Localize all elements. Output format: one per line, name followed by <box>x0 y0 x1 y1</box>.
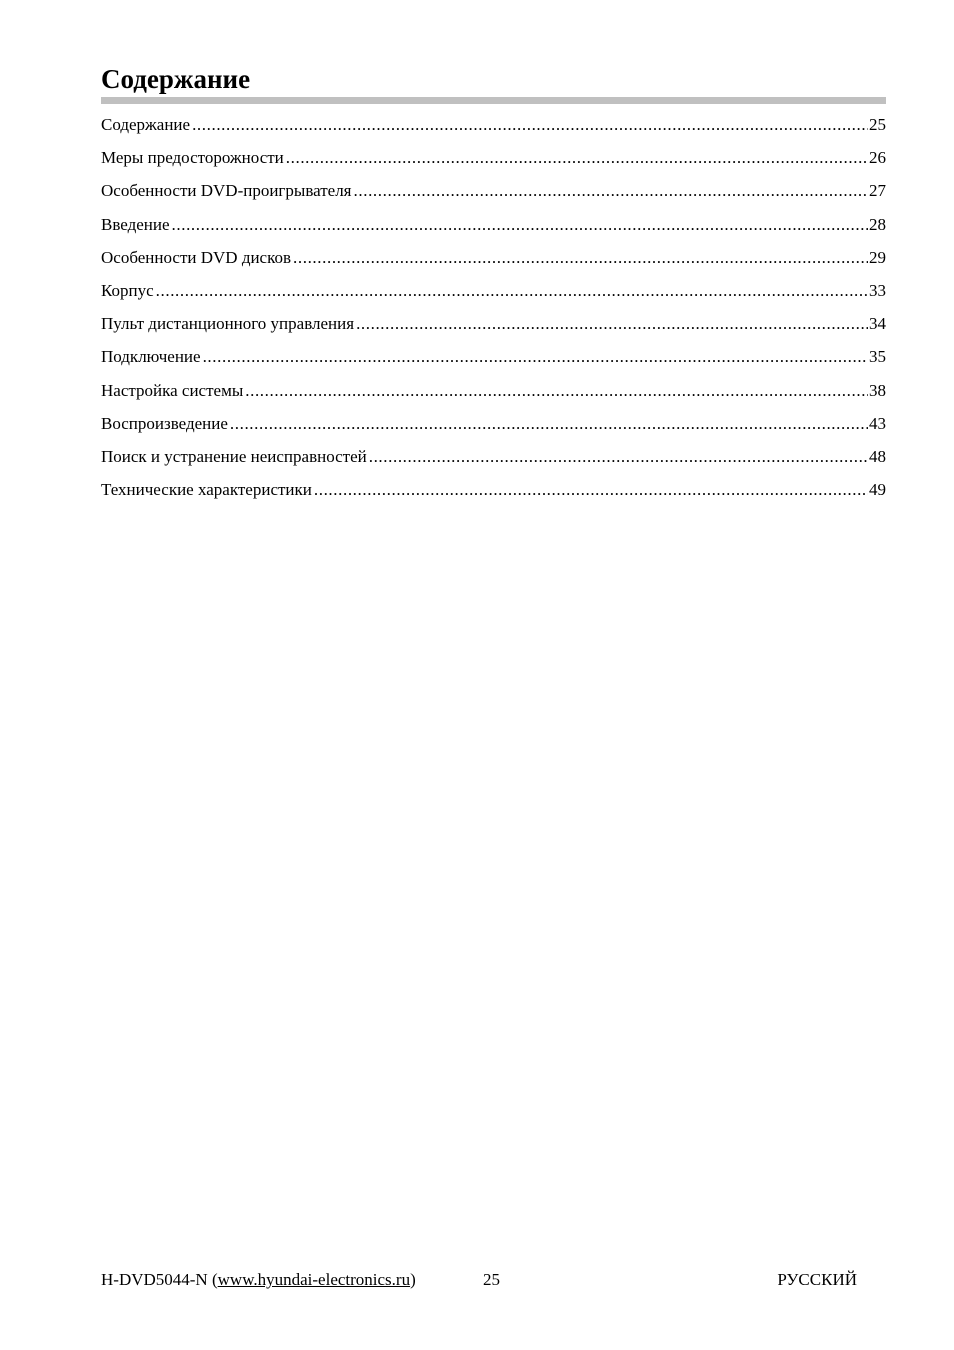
toc-entry-introduction[interactable] <box>101 213 886 246</box>
toc-entry-label: Корпус <box>101 280 154 300</box>
toc-dot-leader <box>172 213 868 237</box>
page-title: Содержание <box>101 64 251 94</box>
toc-entry-label: Воспроизведение <box>101 413 228 433</box>
toc-entry-label: Поиск и устранение неисправностей <box>101 446 367 466</box>
toc-entry-label: Пульт дистанционного управления <box>101 314 355 334</box>
toc-dot-leader <box>156 279 868 303</box>
toc-dot-leader <box>192 113 868 137</box>
toc-entry-page: 25 <box>869 115 886 134</box>
toc-dot-leader <box>369 445 868 469</box>
toc-entry-page: 28 <box>869 214 886 234</box>
toc-entry-body[interactable] <box>101 279 886 312</box>
toc-dot-leader <box>230 412 868 436</box>
footer-model-name: H-DVD5044-N <box>101 1270 208 1289</box>
footer-website-link[interactable]: www.hyundai-electronics.ru <box>217 1270 411 1289</box>
footer-open-paren: ( <box>211 1270 218 1289</box>
title-divider <box>101 97 886 104</box>
footer-language: РУССКИЙ <box>777 1270 857 1289</box>
page-footer <box>101 1268 857 1294</box>
toc-entry-page: 34 <box>869 314 886 334</box>
toc-entry-system-setup[interactable] <box>101 379 886 412</box>
toc-dot-leader <box>203 345 868 369</box>
footer-model-info <box>101 1268 416 1292</box>
toc-entry-page: 27 <box>869 181 886 201</box>
toc-entry-label: Технические характеристики <box>101 480 312 500</box>
toc-entry-disc-features[interactable] <box>101 246 886 279</box>
toc-entry-page: 38 <box>869 380 886 400</box>
footer-page-number: 25 <box>483 1270 500 1289</box>
toc-dot-leader <box>354 179 868 203</box>
toc-entry-page: 35 <box>869 347 886 367</box>
toc-entry-page: 49 <box>869 480 886 500</box>
table-of-contents <box>101 113 886 511</box>
toc-entry-precautions[interactable] <box>101 146 886 179</box>
toc-dot-leader <box>356 312 868 336</box>
toc-entry-page: 29 <box>869 247 886 267</box>
toc-entry-label: Содержание <box>101 115 191 134</box>
toc-entry-page: 48 <box>869 446 886 466</box>
toc-dot-leader <box>286 146 868 170</box>
toc-entry-specifications[interactable] <box>101 478 886 511</box>
toc-entry-label: Подключение <box>101 347 201 367</box>
toc-entry-label: Меры предосторожности <box>101 148 284 168</box>
toc-entry-page: 26 <box>869 148 886 168</box>
toc-entry-label: Введение <box>101 214 170 234</box>
toc-entry-label: Особенности DVD дисков <box>101 247 292 267</box>
toc-entry-troubleshooting[interactable] <box>101 445 886 478</box>
toc-entry-contents[interactable] <box>101 113 886 146</box>
footer-close-paren: ) <box>410 1270 416 1289</box>
toc-entry-player-features[interactable] <box>101 179 886 212</box>
toc-dot-leader <box>314 478 868 502</box>
toc-entry-label: Настройка системы <box>101 380 244 400</box>
toc-entry-playback[interactable] <box>101 412 886 445</box>
toc-dot-leader <box>245 379 868 403</box>
toc-entry-page: 43 <box>869 413 886 433</box>
toc-entry-label: Особенности DVD-проигрывателя <box>101 181 352 201</box>
toc-entry-connection[interactable] <box>101 345 886 378</box>
toc-dot-leader <box>293 246 868 270</box>
toc-entry-page: 33 <box>869 280 886 300</box>
toc-entry-remote-control[interactable] <box>101 312 886 345</box>
